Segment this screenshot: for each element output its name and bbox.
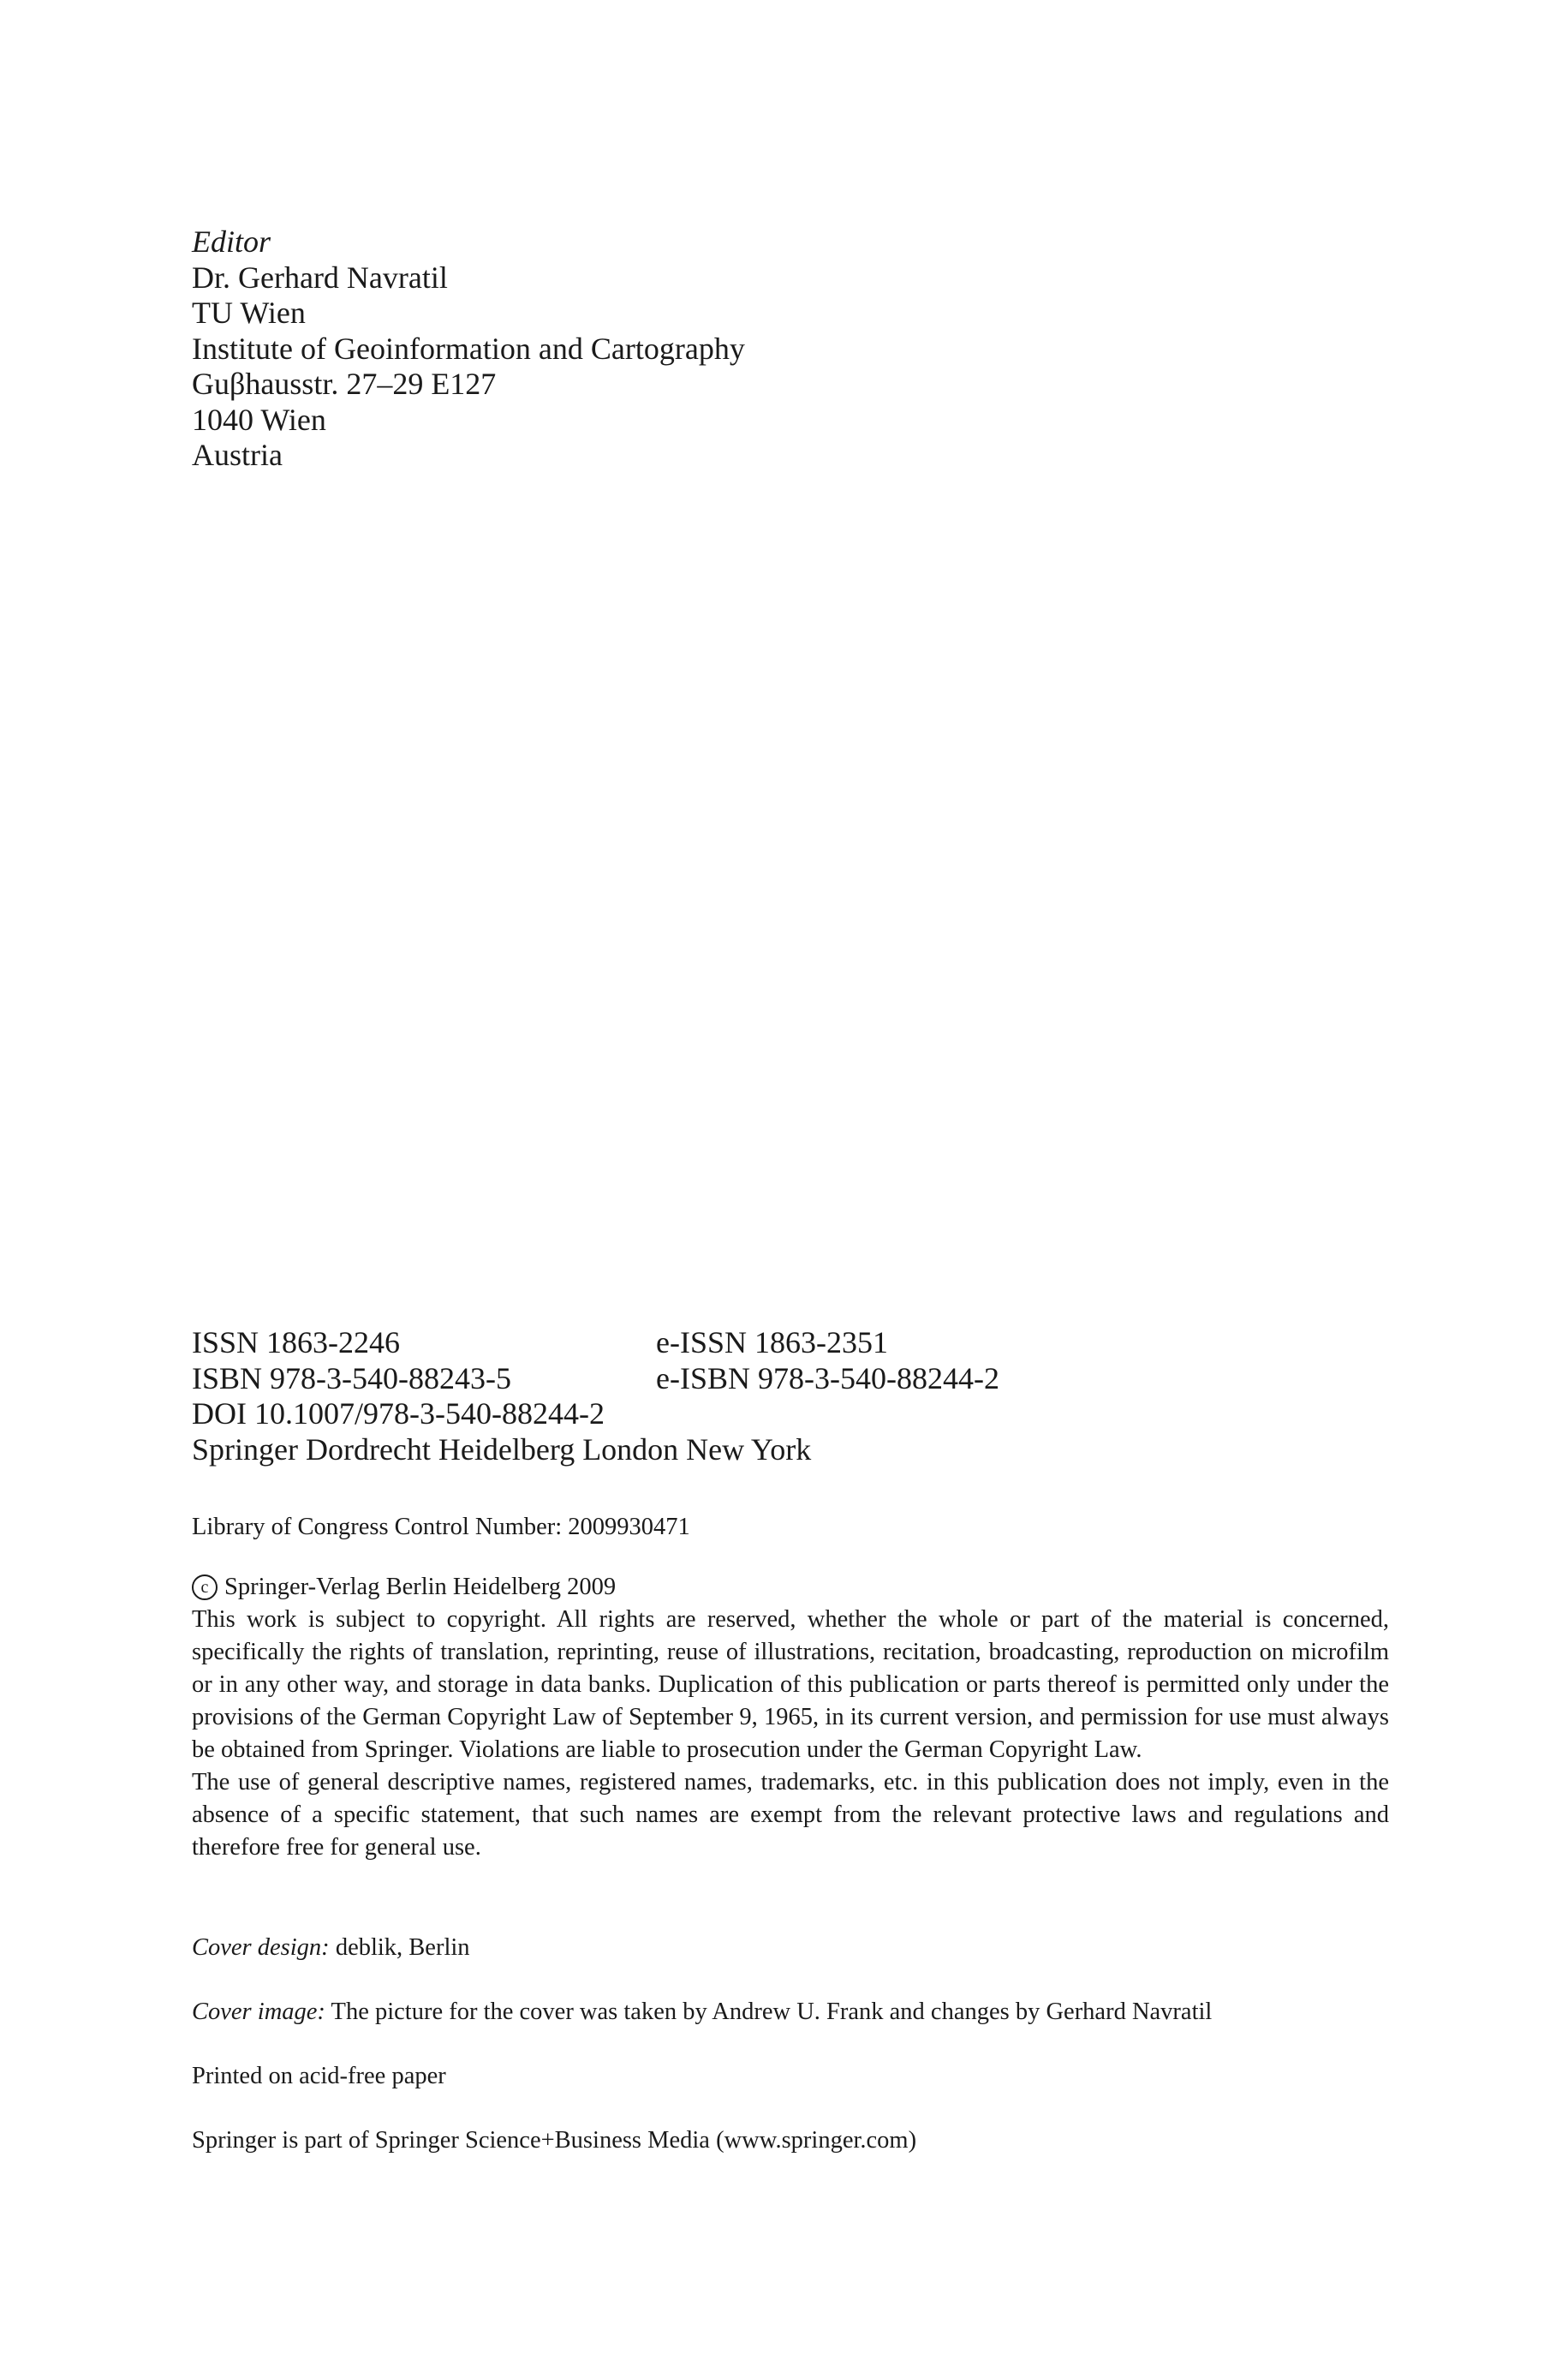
paper-note: Printed on acid-free paper	[192, 2063, 446, 2089]
editor-institute: Institute of Geoinformation and Cartography	[192, 331, 745, 366]
copyright-holder: Springer-Verlag Berlin Heidelberg 2009	[224, 1574, 617, 1600]
isbn: ISBN 978-3-540-88243-5	[192, 1360, 511, 1395]
editor-university: TU Wien	[192, 296, 306, 330]
cover-image	[192, 1996, 1212, 2028]
lccn: Library of Congress Control Number: 2009930471	[192, 1514, 690, 1540]
editor-country: Austria	[192, 438, 283, 472]
cover-design-value: deblik, Berlin	[329, 1934, 470, 1961]
e-issn: e-ISSN 1863-2351	[656, 1325, 888, 1359]
editor-role: Editor	[192, 224, 271, 259]
editor-block	[192, 224, 745, 474]
publisher-note: Springer is part of Springer Science+Business Media (www.springer.com)	[192, 2127, 917, 2154]
copyright-notice: This work is subject to copyright. All rights are reserved, whether the whole or part of the material is concerned, specifically the rights of translation, reprinting, reuse of illustrations, recitation, broadcasting, reproduction on microfilm or in any other way, and storage in data banks. Duplication of this publication or parts thereof is permitted only under the provisions of the German Copyright Law of September 9, 1965, in its current version, and permission for use must always be obtained from Springer. Violations are liable to prosecution under the German Copyright Law.	[192, 1606, 1389, 1763]
issn: ISSN 1863-2246	[192, 1325, 401, 1359]
cover-image-label: Cover image:	[192, 1999, 325, 2025]
trademark-notice: The use of general descriptive names, registered names, trademarks, etc. in this publication does not imply, even in the absence of a specific statement, that such names are exempt from the relevant protective laws and regulations and therefore free for general use.	[192, 1769, 1389, 1861]
editor-name: Dr. Gerhard Navratil	[192, 260, 448, 295]
copyright-line	[192, 1571, 1389, 1604]
doi: DOI 10.1007/978-3-540-88244-2	[192, 1396, 605, 1431]
publisher-locations: Springer Dordrecht Heidelberg London New York	[192, 1431, 812, 1467]
cover-image-value: The picture for the cover was taken by Andrew U. Frank and changes by Gerhard Navratil	[325, 1999, 1213, 2025]
identifiers-block	[192, 1325, 999, 1467]
cover-design	[192, 1932, 470, 1964]
editor-street: Guβhausstr. 27–29 E127	[192, 367, 497, 401]
e-isbn: e-ISBN 978-3-540-88244-2	[656, 1360, 999, 1395]
cover-design-label: Cover design:	[192, 1934, 330, 1961]
editor-city: 1040 Wien	[192, 402, 326, 437]
copyright-block	[192, 1571, 1389, 1864]
copyright-icon: c	[192, 1574, 218, 1600]
